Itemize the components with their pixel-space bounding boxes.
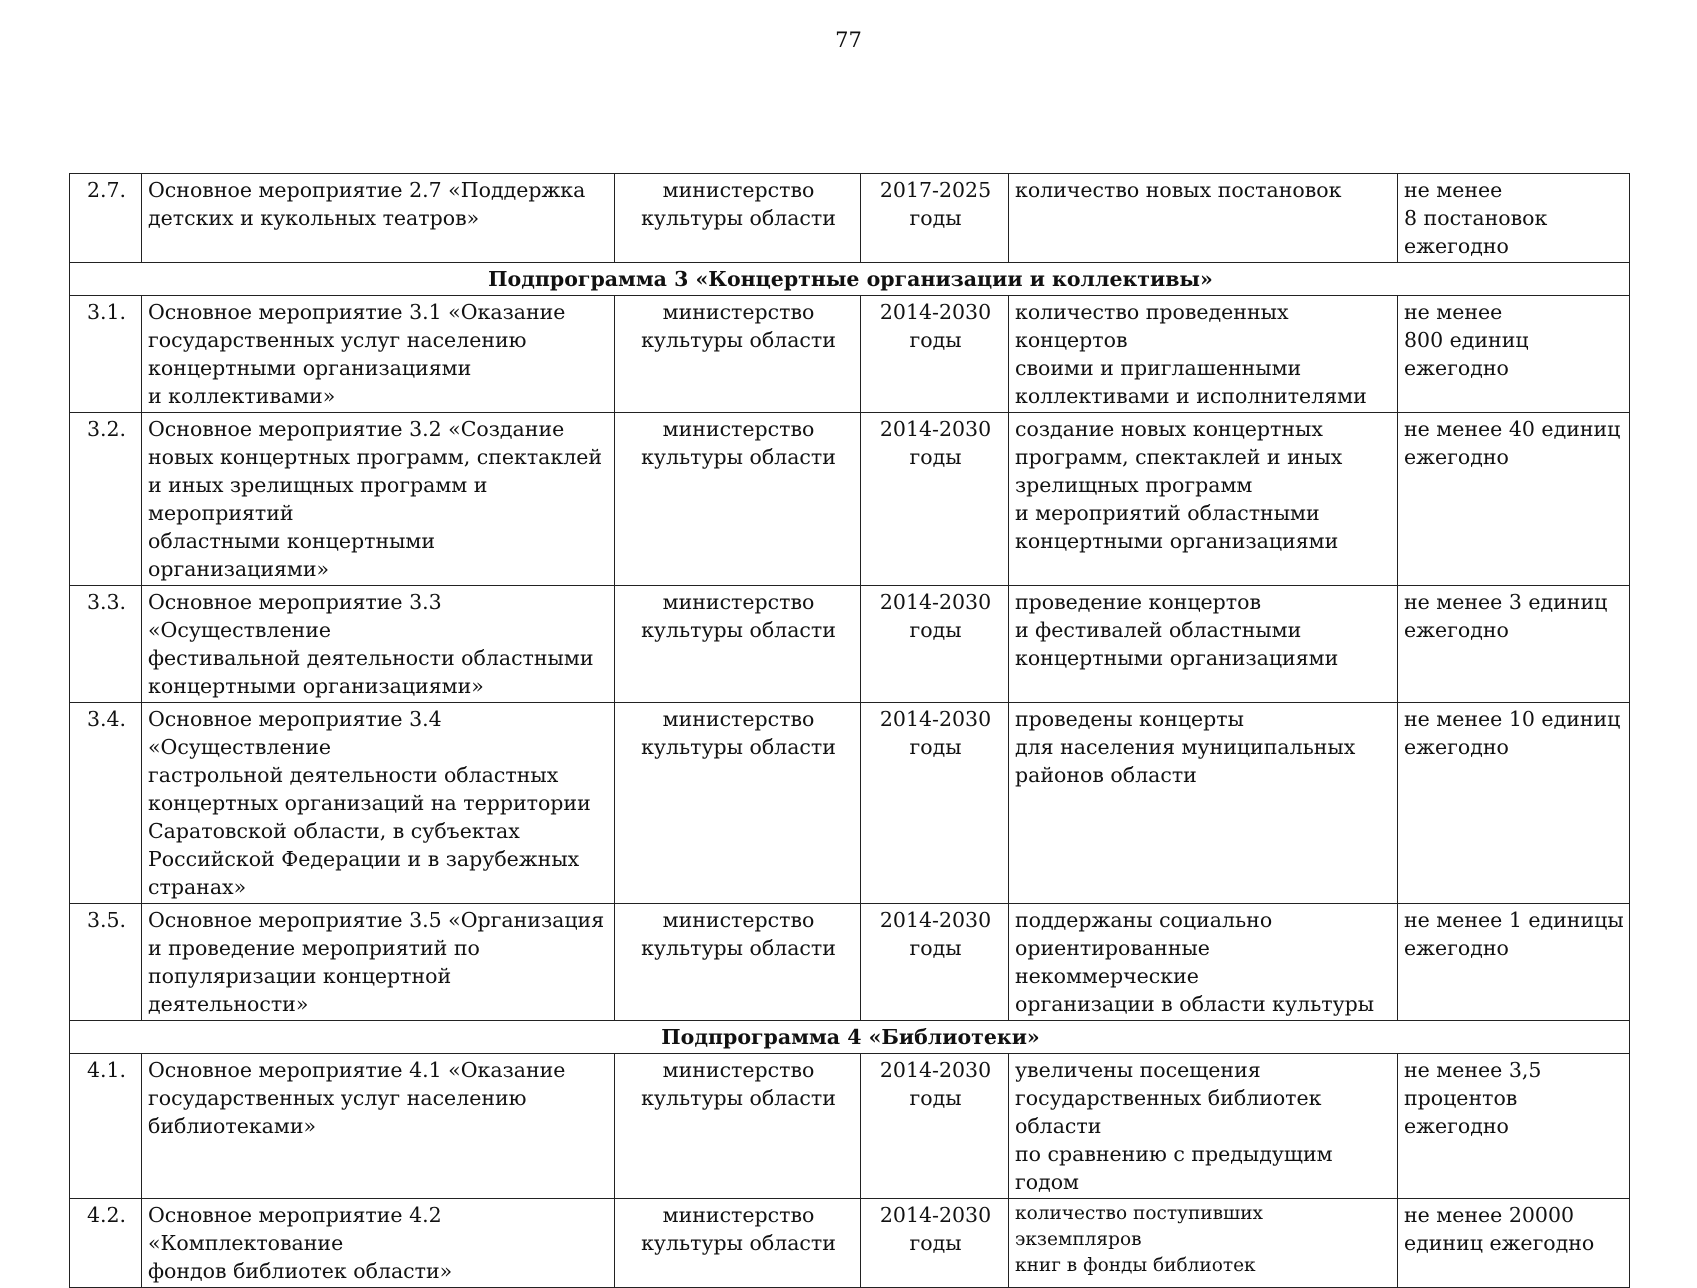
executor-text: министерство культуры области <box>641 300 836 352</box>
executor-cell <box>615 904 861 1021</box>
term-cell <box>861 703 1009 904</box>
event-name-cell <box>142 413 615 586</box>
subprogram-header-row <box>70 1021 1630 1054</box>
target-value-cell <box>1398 904 1630 1021</box>
table-row <box>70 586 1630 703</box>
executor-text: министерство культуры области <box>641 908 836 960</box>
row-number-cell <box>70 586 142 703</box>
executor-cell <box>615 296 861 413</box>
table-row <box>70 703 1630 904</box>
table-row <box>70 904 1630 1021</box>
executor-text: министерство культуры области <box>641 707 836 759</box>
event-name-cell <box>142 1199 615 1288</box>
event-name-cell <box>142 1054 615 1199</box>
executor-cell <box>615 703 861 904</box>
term-text: 2014-2030 годы <box>879 417 992 469</box>
table-row <box>70 1199 1630 1288</box>
term-cell <box>861 1199 1009 1288</box>
event-name-cell <box>142 904 615 1021</box>
row-number-cell <box>70 413 142 586</box>
row-number-text: 4.1. <box>86 1058 127 1082</box>
target-value-cell <box>1398 413 1630 586</box>
result-indicator-text: количество новых постановок <box>1015 178 1342 202</box>
subprogram-title: Подпрограмма 3 «Концертные организации и коллективы» <box>70 263 1630 296</box>
row-number-cell <box>70 904 142 1021</box>
table-row <box>70 413 1630 586</box>
row-number-cell <box>70 174 142 263</box>
target-value-cell <box>1398 703 1630 904</box>
result-indicator-cell <box>1009 296 1398 413</box>
target-value-cell <box>1398 586 1630 703</box>
target-value-text: не менее 20000 единиц ежегодно <box>1404 1203 1595 1255</box>
result-indicator-text: количество проведенных концертов своими и приглашенными коллективами и исполнителями <box>1015 300 1367 408</box>
term-cell <box>861 904 1009 1021</box>
executor-cell <box>615 1199 861 1288</box>
table-row <box>70 1054 1630 1199</box>
event-name-cell <box>142 296 615 413</box>
term-cell <box>861 296 1009 413</box>
term-cell <box>861 586 1009 703</box>
executor-text: министерство культуры области <box>641 1203 836 1255</box>
row-number-cell <box>70 1199 142 1288</box>
executor-text: министерство культуры области <box>641 417 836 469</box>
page-number: 77 <box>835 28 862 52</box>
term-cell <box>861 1054 1009 1199</box>
subprogram-header-row <box>70 263 1630 296</box>
term-cell <box>861 413 1009 586</box>
row-number-text: 3.2. <box>86 417 127 441</box>
target-value-cell <box>1398 174 1630 263</box>
event-name-cell <box>142 586 615 703</box>
target-value-text: не менее 3 единиц ежегодно <box>1404 590 1608 642</box>
term-text: 2014-2030 годы <box>879 1058 992 1110</box>
term-text: 2014-2030 годы <box>879 707 992 759</box>
row-number-cell <box>70 296 142 413</box>
executor-text: министерство культуры области <box>641 590 836 642</box>
term-cell <box>861 174 1009 263</box>
table-row <box>70 296 1630 413</box>
result-indicator-cell <box>1009 413 1398 586</box>
target-value-text: не менее 3,5 процентов ежегодно <box>1404 1058 1542 1138</box>
event-name-cell <box>142 174 615 263</box>
target-value-cell <box>1398 296 1630 413</box>
result-indicator-cell <box>1009 904 1398 1021</box>
executor-cell <box>615 1054 861 1199</box>
event-name-text: Основное мероприятие 3.2 «Создание новых концертных программ, спектаклей и иных зрелищных программ и мероприятий областными концертными организациями» <box>148 417 603 581</box>
executor-text: министерство культуры области <box>641 1058 836 1110</box>
term-text: 2014-2030 годы <box>879 300 992 352</box>
row-number-cell <box>70 1054 142 1199</box>
executor-cell <box>615 586 861 703</box>
row-number-text: 3.5. <box>86 908 127 932</box>
event-name-text: Основное мероприятие 4.2 «Комплектование фондов библиотек области» <box>148 1203 453 1283</box>
executor-text: министерство культуры области <box>641 178 836 230</box>
executor-cell <box>615 413 861 586</box>
result-indicator-cell <box>1009 703 1398 904</box>
term-text: 2014-2030 годы <box>879 908 992 960</box>
term-text: 2014-2030 годы <box>879 590 992 642</box>
target-value-text: не менее 800 единиц ежегодно <box>1404 300 1529 380</box>
result-indicator-text: проведены концерты для населения муниципальных районов области <box>1015 707 1356 787</box>
event-name-text: Основное мероприятие 3.5 «Организация и проведение мероприятий по популяризации концертной деятельности» <box>148 908 605 1016</box>
target-value-text: не менее 8 постановок ежегодно <box>1404 178 1548 258</box>
target-value-cell <box>1398 1199 1630 1288</box>
table-row <box>70 174 1630 263</box>
target-value-text: не менее 10 единиц ежегодно <box>1404 707 1621 759</box>
term-text: 2017-2025 годы <box>879 178 992 230</box>
term-text: 2014-2030 годы <box>879 1203 992 1255</box>
result-indicator-cell <box>1009 1199 1398 1288</box>
target-value-cell <box>1398 1054 1630 1199</box>
result-indicator-text: количество поступивших экземпляров книг в фонды библиотек <box>1015 1203 1263 1276</box>
result-indicator-cell <box>1009 174 1398 263</box>
table-body <box>70 174 1630 1288</box>
row-number-text: 2.7. <box>86 178 127 202</box>
row-number-cell <box>70 703 142 904</box>
event-name-text: Основное мероприятие 3.4 «Осуществление гастрольной деятельности областных концертных организаций на территории Саратовской области, в субъектах Российской Федерации и в зарубежных странах» <box>148 707 591 899</box>
result-indicator-cell <box>1009 586 1398 703</box>
result-indicator-text: создание новых концертных программ, спектаклей и иных зрелищных программ и мероприятий областными концертными организациями <box>1015 417 1343 553</box>
executor-cell <box>615 174 861 263</box>
event-name-text: Основное мероприятие 3.3 «Осуществление фестивальной деятельности областными концертными организациями» <box>148 590 594 698</box>
row-number-text: 3.4. <box>86 707 127 731</box>
result-indicator-text: поддержаны социально ориентированные некоммерческие организации в области культуры <box>1015 908 1375 1016</box>
measures-table <box>69 173 1630 1288</box>
event-name-text: Основное мероприятие 2.7 «Поддержка детских и кукольных театров» <box>148 178 586 230</box>
event-name-text: Основное мероприятие 4.1 «Оказание государственных услуг населению библиотеками» <box>148 1058 566 1138</box>
result-indicator-cell <box>1009 1054 1398 1199</box>
target-value-text: не менее 1 единицы ежегодно <box>1404 908 1624 960</box>
subprogram-title: Подпрограмма 4 «Библиотеки» <box>70 1021 1630 1054</box>
row-number-text: 4.2. <box>86 1203 127 1227</box>
row-number-text: 3.1. <box>86 300 127 324</box>
result-indicator-text: проведение концертов и фестивалей областными концертными организациями <box>1015 590 1339 670</box>
row-number-text: 3.3. <box>86 590 127 614</box>
result-indicator-text: увеличены посещения государственных библиотек области по сравнению с предыдущим годом <box>1015 1058 1333 1194</box>
event-name-text: Основное мероприятие 3.1 «Оказание государственных услуг населению концертными организациями и коллективами» <box>148 300 566 408</box>
event-name-cell <box>142 703 615 904</box>
target-value-text: не менее 40 единиц ежегодно <box>1404 417 1621 469</box>
